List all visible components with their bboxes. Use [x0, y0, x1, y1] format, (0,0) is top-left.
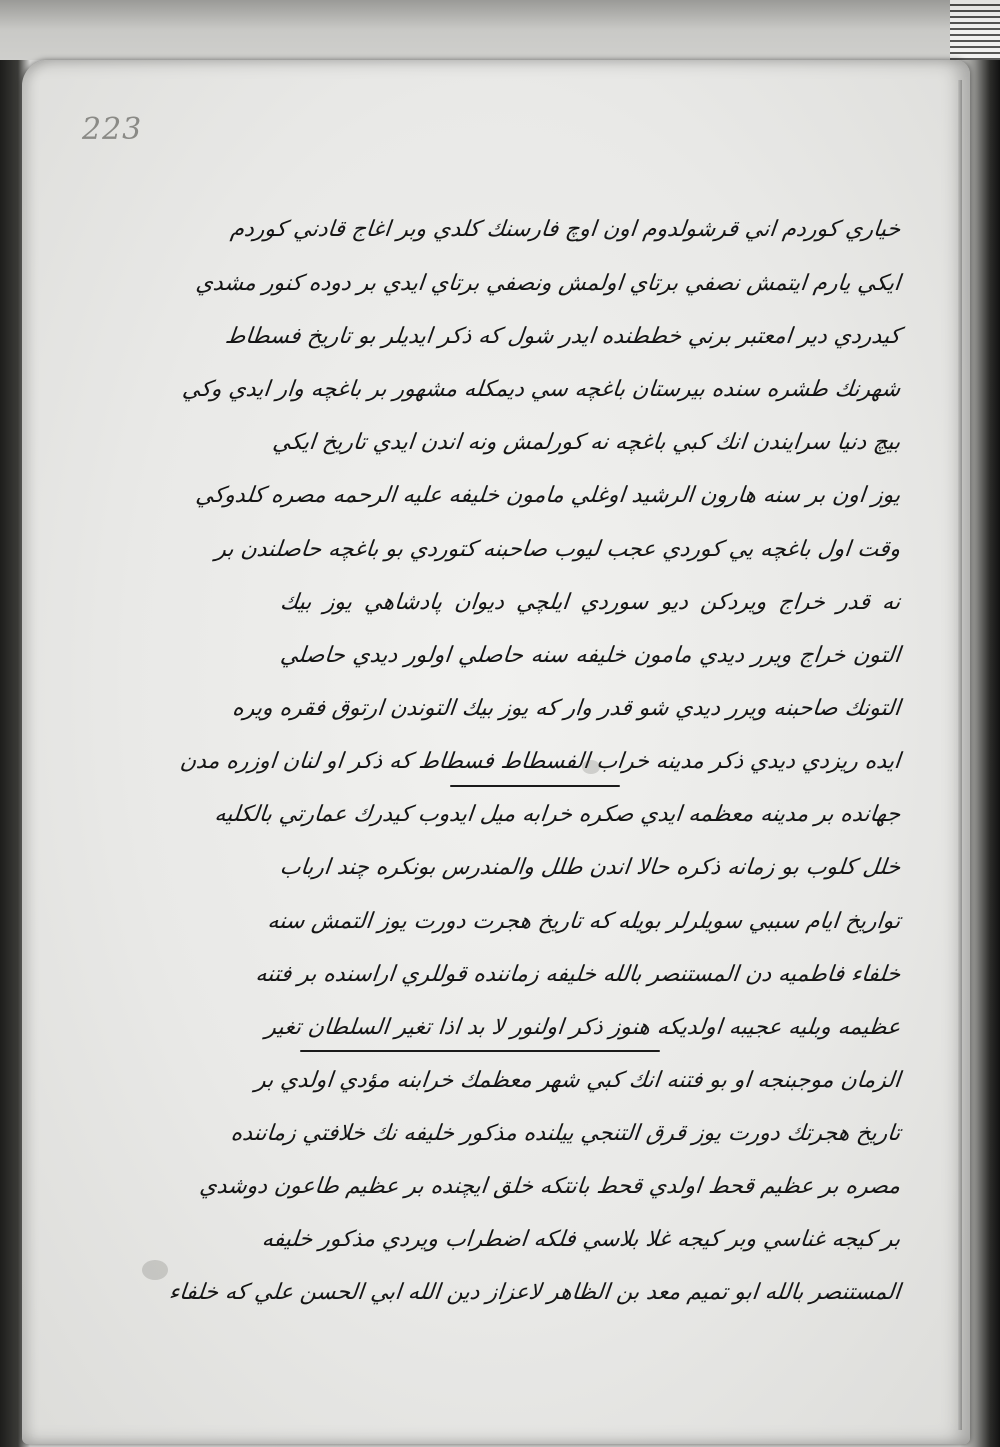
text-line-9: التون خراج ويرر ديدي مامون خليفه سنه حاصلي اولور ديدي حاصلي — [278, 643, 902, 668]
text-line-15: خلفاء فاطميه دن المستنصر بالله خليفه زماننده قوللري اراسنده بر فتنه — [254, 962, 902, 987]
text-line-20: بر كيجه غناسي وبر كيجه غلا بلاسي فلكه اضطراب ويردي مذكور خليفه — [260, 1227, 902, 1252]
text-line-10: التونك صاحبنه ويرر ديدي شو قدر وار كه يوز بيك التوندن ارتوق فقره ويره — [231, 696, 902, 721]
rubric-underline-1 — [450, 785, 620, 787]
text-line-8: نه قدر خراج ويردكن ديو سوردي ايلچي ديوان پادشاهي يوز بيك — [278, 590, 902, 615]
text-line-17: الزمان موجبنجه او بو فتنه انك كبي شهر معظمك خرابنه مؤدي اولدي بر — [253, 1068, 902, 1093]
text-line-21: المستنصر بالله ابو تميم معد بن الظاهر لاعزاز دين الله ابي الحسن علي كه خلفاء — [167, 1280, 902, 1305]
text-line-13: خلل كلوب بو زمانه ذكره حالا اندن طلل والمندرس بونكره چند ارباب — [278, 855, 902, 880]
text-line-4: شهرنك طشره سنده بيرستان باغچه سي ديمكله مشهور بر باغچه وار ايدي وكي — [180, 377, 902, 402]
text-line-1: خياري كوردم اني قرشولدوم اون اوچ فارسنك كلدي وبر اغاج قادني كوردم — [229, 217, 902, 242]
page-edge-shadow — [958, 80, 962, 1430]
rubric-underline-2 — [300, 1050, 660, 1052]
paper-stain — [142, 1260, 168, 1280]
scanner-ruler — [950, 0, 1000, 60]
text-line-16: عظيمه وبليه عجيبه اولديكه هنوز ذكر اولنور لا بد اذا تغير السلطان تغير — [264, 1015, 902, 1040]
text-line-11: ايده ريزدي ديدي ذكر مدينه خراب الفسطاط فسطاط كه ذكر او لنان اوزره مدن — [178, 749, 902, 774]
text-line-6: يوز اون بر سنه هارون الرشيد اوغلي مامون خليفه عليه الرحمه مصره كلدوكي — [194, 483, 902, 508]
folio-number: 223 — [82, 112, 143, 147]
text-line-19: مصره بر عظيم قحط اولدي قحط بانتكه خلق ايچنده بر عظيم طاعون دوشدي — [198, 1174, 902, 1199]
text-line-3: كيدردي دير امعتبر برني خططنده ايدر شول كه ذكر ايديلر بو تاريخ فسطاط — [223, 324, 902, 349]
text-line-7: وقت اول باغچه يي كوردي عجب ليوب صاحبنه كتوردي بو باغچه حاصلندن بر — [214, 537, 902, 562]
text-line-14: تواريخ ايام سببي سويلرلر بويله كه تاريخ هجرت دورت يوز التمش سنه — [266, 909, 902, 934]
text-line-12: جهانده بر مدينه معظمه ايدي صكره خرابه ميل ايدوب كيدرك عمارتي بالكليه — [213, 802, 902, 827]
scanner-background — [0, 0, 1000, 60]
ink-stain — [582, 760, 600, 774]
manuscript-page — [22, 60, 970, 1444]
text-line-2: ايكي يارم ايتمش نصفي برتاي اولمش ونصفي برتاي ايدي بر دوده كنور مشدي — [194, 271, 902, 296]
text-line-5: بيچ دنيا سرايندن انك كبي باغچه نه كورلمش ونه اندن ايدي تاريخ ايكي — [271, 430, 902, 455]
text-line-18: تاريخ هجرتك دورت يوز قرق التنجي ييلنده مذكور خليفه نك خلافتي زماننده — [229, 1121, 902, 1146]
